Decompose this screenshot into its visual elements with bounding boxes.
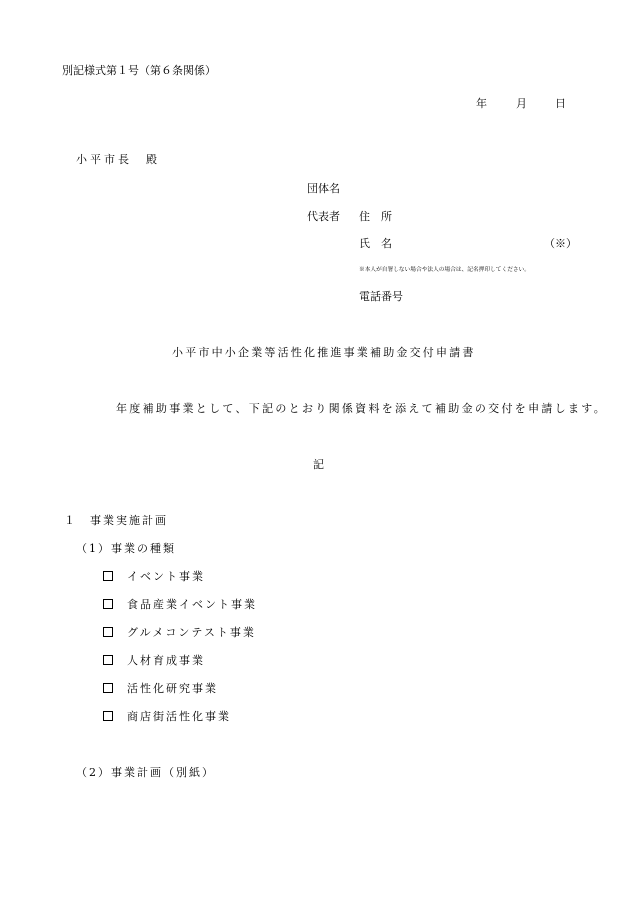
option-label: 人材育成事業 bbox=[127, 654, 205, 667]
option-item bbox=[103, 598, 257, 612]
option-item bbox=[103, 570, 205, 584]
option-label: 商店街活性化事業 bbox=[127, 710, 231, 723]
signature-note: ※本人が自署しない場合や法人の場合は、記名押印してください。 bbox=[359, 266, 531, 273]
checkbox-icon[interactable] bbox=[103, 683, 113, 693]
date-day-label: 日 bbox=[555, 97, 566, 110]
checkbox-icon[interactable] bbox=[103, 599, 113, 609]
option-label: 活性化研究事業 bbox=[127, 682, 218, 695]
phone-label: 電話番号 bbox=[359, 290, 403, 303]
option-item bbox=[103, 626, 256, 640]
option-label: イベント事業 bbox=[127, 570, 205, 583]
checkbox-icon[interactable] bbox=[103, 627, 113, 637]
name-mark: （※） bbox=[544, 237, 577, 250]
checkbox-icon[interactable] bbox=[103, 571, 113, 581]
org-name-label: 団体名 bbox=[307, 182, 340, 195]
section-1-sub-2: （2）事業計画（別紙） bbox=[76, 766, 215, 779]
date-year-label: 年 bbox=[476, 97, 487, 110]
option-item bbox=[103, 654, 205, 668]
addressee: 小平市長 殿 bbox=[76, 153, 160, 166]
form-number-label: 別記様式第１号（第６条関係） bbox=[62, 64, 216, 77]
checkbox-icon[interactable] bbox=[103, 655, 113, 665]
name-label: 氏 名 bbox=[359, 237, 392, 250]
option-label: 食品産業イベント事業 bbox=[127, 598, 257, 611]
option-label: グルメコンテスト事業 bbox=[127, 626, 256, 639]
checkbox-icon[interactable] bbox=[103, 711, 113, 721]
section-1-heading: １ 事業実施計画 bbox=[64, 514, 168, 527]
option-item bbox=[103, 710, 231, 724]
ki-label: 記 bbox=[313, 458, 324, 471]
section-1-sub-1: （1）事業の種類 bbox=[76, 542, 176, 555]
body-paragraph: 年度補助事業として、下記のとおり関係資料を添えて補助金の交付を申請します。 bbox=[116, 402, 607, 415]
address-label: 住 所 bbox=[359, 210, 392, 223]
document-title: 小平市中小企業等活性化推進事業補助金交付申請書 bbox=[172, 346, 476, 359]
representative-label: 代表者 bbox=[307, 210, 340, 223]
option-item bbox=[103, 682, 218, 696]
date-month-label: 月 bbox=[516, 97, 527, 110]
